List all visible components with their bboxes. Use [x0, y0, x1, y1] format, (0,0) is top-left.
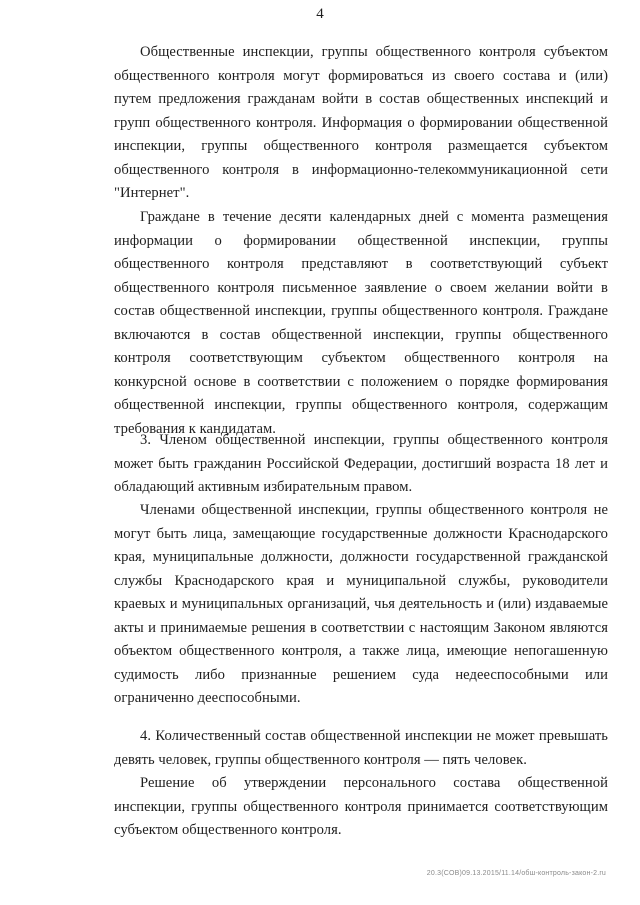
- document-footer-code: 20.3(COB)09.13.2015/11.14/обш-контроль-закон-2.ru: [426, 870, 606, 877]
- paragraph-citizens-application: Граждане в течение десяти календарных дней с момента размещения информации о формировании общественной инспекции, группы общественного контроля представляют в соответствующий субъект общественного контроля письменное заявление о своем желании войти в состав общественной инспекции, группы общественного контроля. Граждане включаются в состав общественной инспекции, группы общественного контроля соответствующим субъектом общественного контроля на конкурсной основе в соответствии с положением о порядке формирования общественной инспекции, группы общественного контроля, содержащим требования к кандидатам.: [114, 209, 608, 437]
- paragraph-personal-composition-decision: Решение об утверждении персонального состава общественной инспекции, группы общественного контроля принимается соответствующим субъектом общественного контроля.: [114, 775, 608, 838]
- paragraph-public-inspections-formation: Общественные инспекции, группы общественного контроля субъектом общественного контроля могут формироваться из своего состава и (или) путем предложения гражданам войти в состав общественных инспекций и групп общественного контроля. Информация о формировании общественной инспекции, группы общественного контроля размещается субъектом общественного контроля в информационно-телекоммуникационной сети "Интернет".: [114, 44, 608, 201]
- page-number: 4: [316, 6, 324, 22]
- paragraph-membership-requirements: 3. Членом общественной инспекции, группы общественного контроля может быть гражданин Российской Федерации, достигший возраста 18 лет и обладающий активным избирательным правом.: [114, 432, 608, 495]
- paragraph-membership-restrictions: Членами общественной инспекции, группы общественного контроля не могут быть лица, замещающие государственные должности Краснодарского края, муниципальные должности, должности государственной гражданской службы Краснодарского края и муниципальной службы, руководители краевых и муниципальных организаций, чья деятельность и (или) издаваемые акты и принимаемые решения в соответствии с настоящим Законом являются объектом общественного контроля, а также лица, имеющие непогашенную судимость либо признанные решением суда недееспособными или ограниченно дееспособными.: [114, 502, 608, 706]
- paragraph-quantitative-composition: 4. Количественный состав общественной инспекции не может превышать девять человек, группы общественного контроля — пять человек.: [114, 728, 608, 768]
